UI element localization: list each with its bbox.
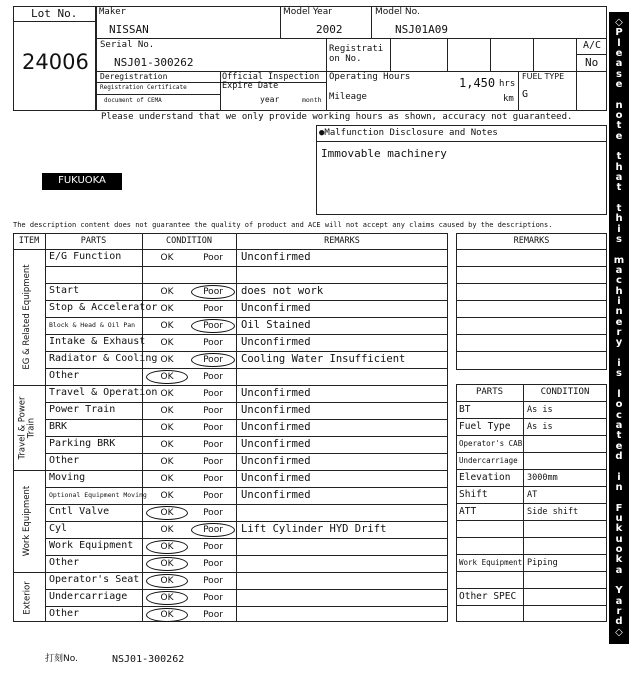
side-note-char: r: [616, 606, 622, 617]
spec-part: ATT: [459, 506, 477, 517]
side-note-char: l: [617, 389, 621, 400]
condition-poor: Poor: [203, 253, 223, 263]
part-label: Other: [49, 370, 80, 381]
group-label: Exterior: [22, 580, 32, 615]
side-note-char: h: [615, 285, 623, 297]
condition-ok: OK: [160, 559, 174, 569]
spec-part: Operator's CAB: [459, 439, 523, 448]
fuel-type-label: FUEL TYPE: [522, 72, 565, 81]
side-note-char: d: [615, 451, 623, 462]
side-note-char: P: [615, 27, 623, 39]
condition-ok: OK: [160, 525, 174, 535]
part-label: Other: [49, 455, 80, 466]
side-note-char: y: [615, 337, 623, 349]
condition-ok: OK: [160, 423, 174, 433]
poor-circle-mark: [191, 285, 235, 299]
side-note-char: o: [615, 399, 623, 411]
part-label: Power Train: [49, 404, 116, 415]
side-note-char: k: [615, 523, 623, 535]
condition-poor: Poor: [203, 355, 223, 365]
condition-ok: OK: [160, 542, 174, 552]
part-label: Undercarriage: [49, 591, 128, 602]
side-note-char: i: [617, 471, 621, 483]
spec-part: Elevation: [459, 472, 511, 483]
side-note-char: n: [615, 99, 623, 111]
remark-text: Unconfirmed: [241, 438, 311, 450]
remark-text: Unconfirmed: [241, 472, 311, 484]
spec-condition: Piping: [527, 558, 558, 568]
side-note-char: e: [615, 316, 623, 328]
condition-poor: Poor: [203, 593, 223, 603]
condition-poor: Poor: [203, 525, 223, 535]
specs-parts-header: PARTS: [475, 387, 504, 397]
condition-poor: Poor: [203, 457, 223, 467]
side-note-char: e: [615, 48, 623, 59]
condition-ok: OK: [160, 491, 174, 501]
spec-condition: As is: [527, 422, 553, 432]
col-item-header: ITEM: [18, 236, 40, 246]
model-no-value: NSJ01A09: [395, 23, 448, 36]
remark-text: Unconfirmed: [241, 336, 311, 348]
side-note-char: i: [617, 358, 621, 369]
group-label: Travel & Power Train: [17, 396, 36, 459]
ok-circle-mark: [146, 608, 188, 622]
poor-circle-mark: [191, 353, 235, 367]
lot-number: 24006: [22, 50, 89, 74]
condition-poor: Poor: [203, 389, 223, 399]
model-year-label: Model Year: [283, 7, 332, 17]
serial-label: Serial No.: [100, 40, 155, 50]
side-note-char: ◇: [615, 17, 623, 28]
side-note-char: u: [615, 513, 623, 524]
remark-text: Unconfirmed: [241, 489, 311, 501]
ok-circle-mark: [146, 506, 188, 520]
registration-certificate-label: Registration Certificate: [100, 84, 187, 91]
side-note-char: d: [615, 616, 623, 628]
side-note-char: t: [616, 182, 622, 194]
side-note-char: a: [615, 595, 623, 607]
side-note-char: h: [615, 161, 623, 173]
side-note-char: i: [617, 223, 621, 235]
condition-ok: OK: [160, 576, 174, 586]
side-note-char: i: [617, 296, 621, 307]
part-label: Operator's Seat: [49, 574, 140, 585]
part-label: Moving: [49, 472, 86, 483]
side-note-char: c: [616, 275, 622, 287]
part-label: Start: [49, 285, 80, 296]
km-unit: km: [503, 94, 514, 104]
specs-condition-header: CONDITION: [540, 387, 590, 397]
spec-condition: Side shift: [527, 507, 579, 517]
col-parts-header: PARTS: [80, 236, 107, 246]
ok-circle-mark: [146, 557, 188, 571]
condition-poor: Poor: [203, 338, 223, 348]
condition-ok: OK: [160, 355, 174, 365]
condition-poor: Poor: [203, 406, 223, 416]
ac-value: No: [585, 56, 599, 69]
maker-value: NISSAN: [109, 23, 149, 36]
hrs-unit: hrs: [499, 79, 516, 89]
col-remarks-header: REMARKS: [324, 236, 360, 246]
side-note-char: k: [615, 554, 623, 566]
fuel-type-value: G: [522, 89, 529, 100]
part-label: Cntl Valve: [49, 506, 110, 517]
ok-circle-mark: [146, 574, 188, 588]
operating-hours-label: Operating Hours: [329, 72, 411, 82]
side-note-char: s: [616, 234, 622, 245]
side-note-char: F: [615, 502, 623, 514]
malfunction-text: Immovable machinery: [321, 147, 447, 160]
official-inspection-label: Official Inspection Expire Date: [222, 72, 320, 92]
side-note-char: a: [615, 265, 623, 276]
ok-circle-mark: [146, 370, 188, 384]
deregistration-label: Deregistration: [100, 72, 168, 81]
spec-condition: AT: [527, 490, 538, 500]
side-note-char: o: [615, 544, 623, 555]
side-note-char: a: [615, 58, 623, 70]
condition-poor: Poor: [203, 321, 223, 331]
condition-ok: OK: [160, 474, 174, 484]
side-note-char: Y: [615, 585, 623, 597]
part-label: Optional Equipment Moving: [49, 491, 147, 499]
condition-poor: Poor: [203, 559, 223, 569]
condition-poor: Poor: [203, 491, 223, 501]
condition-ok: OK: [160, 304, 174, 314]
part-label: Work Equipment: [49, 540, 134, 551]
spec-part: Undercarriage: [459, 456, 518, 465]
remark-text: Unconfirmed: [241, 404, 311, 416]
side-note-char: n: [615, 306, 623, 318]
side-note-char: r: [616, 327, 622, 338]
poor-circle-mark: [191, 319, 235, 333]
side-note-char: s: [616, 68, 622, 80]
condition-ok: OK: [160, 253, 174, 263]
side-note-char: n: [615, 482, 623, 493]
condition-ok: OK: [160, 593, 174, 603]
condition-poor: Poor: [203, 474, 223, 484]
condition-poor: Poor: [203, 423, 223, 433]
malfunction-label: ●Malfunction Disclosure and Notes: [319, 128, 498, 138]
part-label: Other: [49, 608, 80, 619]
model-year-value: 2002: [316, 23, 343, 36]
lot-label: Lot No.: [31, 7, 78, 20]
side-note-char: h: [615, 213, 623, 225]
condition-poor: Poor: [203, 542, 223, 552]
remark-text: Unconfirmed: [241, 387, 311, 399]
remark-text: does not work: [241, 285, 324, 297]
right-remarks-table: [456, 233, 607, 370]
condition-ok: OK: [160, 610, 174, 620]
side-note-char: l: [617, 37, 621, 49]
condition-ok: OK: [160, 321, 174, 331]
remark-text: Cooling Water Insufficient: [241, 353, 406, 365]
condition-poor: Poor: [203, 287, 223, 297]
part-label: Parking BRK: [49, 438, 116, 449]
mileage-label: Mileage: [329, 92, 367, 102]
poor-circle-mark: [191, 523, 235, 537]
spec-part: Fuel Type: [459, 421, 511, 432]
location-badge-text: FUKUOKA: [58, 175, 106, 186]
col-condition-header: CONDITION: [165, 236, 213, 246]
spec-condition: As is: [527, 405, 553, 415]
part-label: Travel & Operation: [49, 387, 158, 398]
remark-text: Lift Cylinder HYD Drift: [241, 523, 387, 535]
side-note-char: e: [615, 130, 623, 142]
side-note-char: u: [615, 533, 623, 545]
group-label: Work Equipment: [22, 485, 32, 557]
side-note-char: a: [615, 172, 623, 183]
condition-ok: OK: [160, 389, 174, 399]
remark-text: Unconfirmed: [241, 302, 311, 314]
spec-part: BT: [459, 404, 471, 415]
condition-ok: OK: [160, 457, 174, 467]
year-label: year: [260, 95, 280, 104]
side-note-char: e: [615, 79, 623, 90]
ok-circle-mark: [146, 540, 188, 554]
condition-poor: Poor: [203, 610, 223, 620]
side-note-char: a: [615, 420, 623, 431]
condition-ok: OK: [160, 440, 174, 450]
condition-poor: Poor: [203, 508, 223, 518]
side-note-char: a: [615, 564, 623, 576]
part-label: Intake & Exhaust: [49, 336, 146, 347]
malfunction-box: [316, 125, 607, 215]
remark-text: Oil Stained: [241, 319, 311, 331]
condition-poor: Poor: [203, 576, 223, 586]
month-label: month: [302, 96, 322, 104]
spec-condition: 3000mm: [527, 473, 558, 483]
remark-text: Unconfirmed: [241, 455, 311, 467]
side-note-char: t: [616, 430, 622, 442]
condition-ok: OK: [160, 287, 174, 297]
side-note-char: e: [615, 440, 623, 452]
side-note-bar: [609, 12, 629, 644]
part-label: BRK: [49, 421, 68, 432]
condition-poor: Poor: [203, 304, 223, 314]
condition-ok: OK: [160, 406, 174, 416]
ac-label: A/C: [583, 40, 602, 51]
model-no-label: Model No.: [375, 7, 420, 17]
spec-part: Other SPEC: [459, 591, 517, 602]
condition-ok: OK: [160, 338, 174, 348]
side-note-char: t: [616, 203, 622, 214]
disclaimer-text: The description content does not guarantee the quality of product and ACE will not accept any claims caused by the descriptions.: [13, 221, 553, 229]
part-label: Stop & Accelerator: [49, 302, 158, 313]
side-note-char: c: [616, 409, 622, 421]
right-remarks-header: REMARKS: [513, 236, 550, 246]
cema-label: document of CEMA: [104, 97, 162, 104]
part-label: E/G Function: [49, 251, 122, 262]
part-label: Other: [49, 557, 80, 568]
part-label: Cyl: [49, 523, 68, 534]
side-note-char: m: [613, 254, 625, 266]
part-label: Block & Head & Oil Pan: [49, 321, 136, 329]
operating-hours-value: 1,450: [459, 76, 496, 90]
remark-text: Unconfirmed: [241, 251, 311, 263]
stamp-value: NSJ01-300262: [112, 654, 185, 665]
side-note-char: s: [616, 368, 622, 380]
spec-part: Shift: [459, 489, 488, 500]
condition-poor: Poor: [203, 372, 223, 382]
side-note-char: ◇: [615, 626, 623, 638]
spec-part: Work Equipment: [459, 558, 523, 567]
notice-text: Please understand that we only provide working hours as shown, accuracy not guaranteed.: [101, 112, 573, 122]
serial-value: NSJ01-300262: [114, 56, 194, 69]
side-note-char: o: [615, 110, 623, 121]
maker-label: Maker: [99, 7, 127, 17]
side-note-char: t: [616, 151, 622, 163]
ok-circle-mark: [146, 591, 188, 605]
part-label: Radiator & Cooling: [49, 353, 158, 364]
side-note-char: t: [616, 120, 622, 132]
condition-poor: Poor: [203, 440, 223, 450]
remark-text: Unconfirmed: [241, 421, 311, 433]
registration-label: Registrati on No.: [329, 44, 384, 65]
condition-ok: OK: [160, 508, 174, 518]
group-label: EG & Related Equipment: [22, 264, 32, 370]
stamp-label: 打刻No.: [45, 654, 78, 664]
condition-ok: OK: [160, 372, 174, 382]
